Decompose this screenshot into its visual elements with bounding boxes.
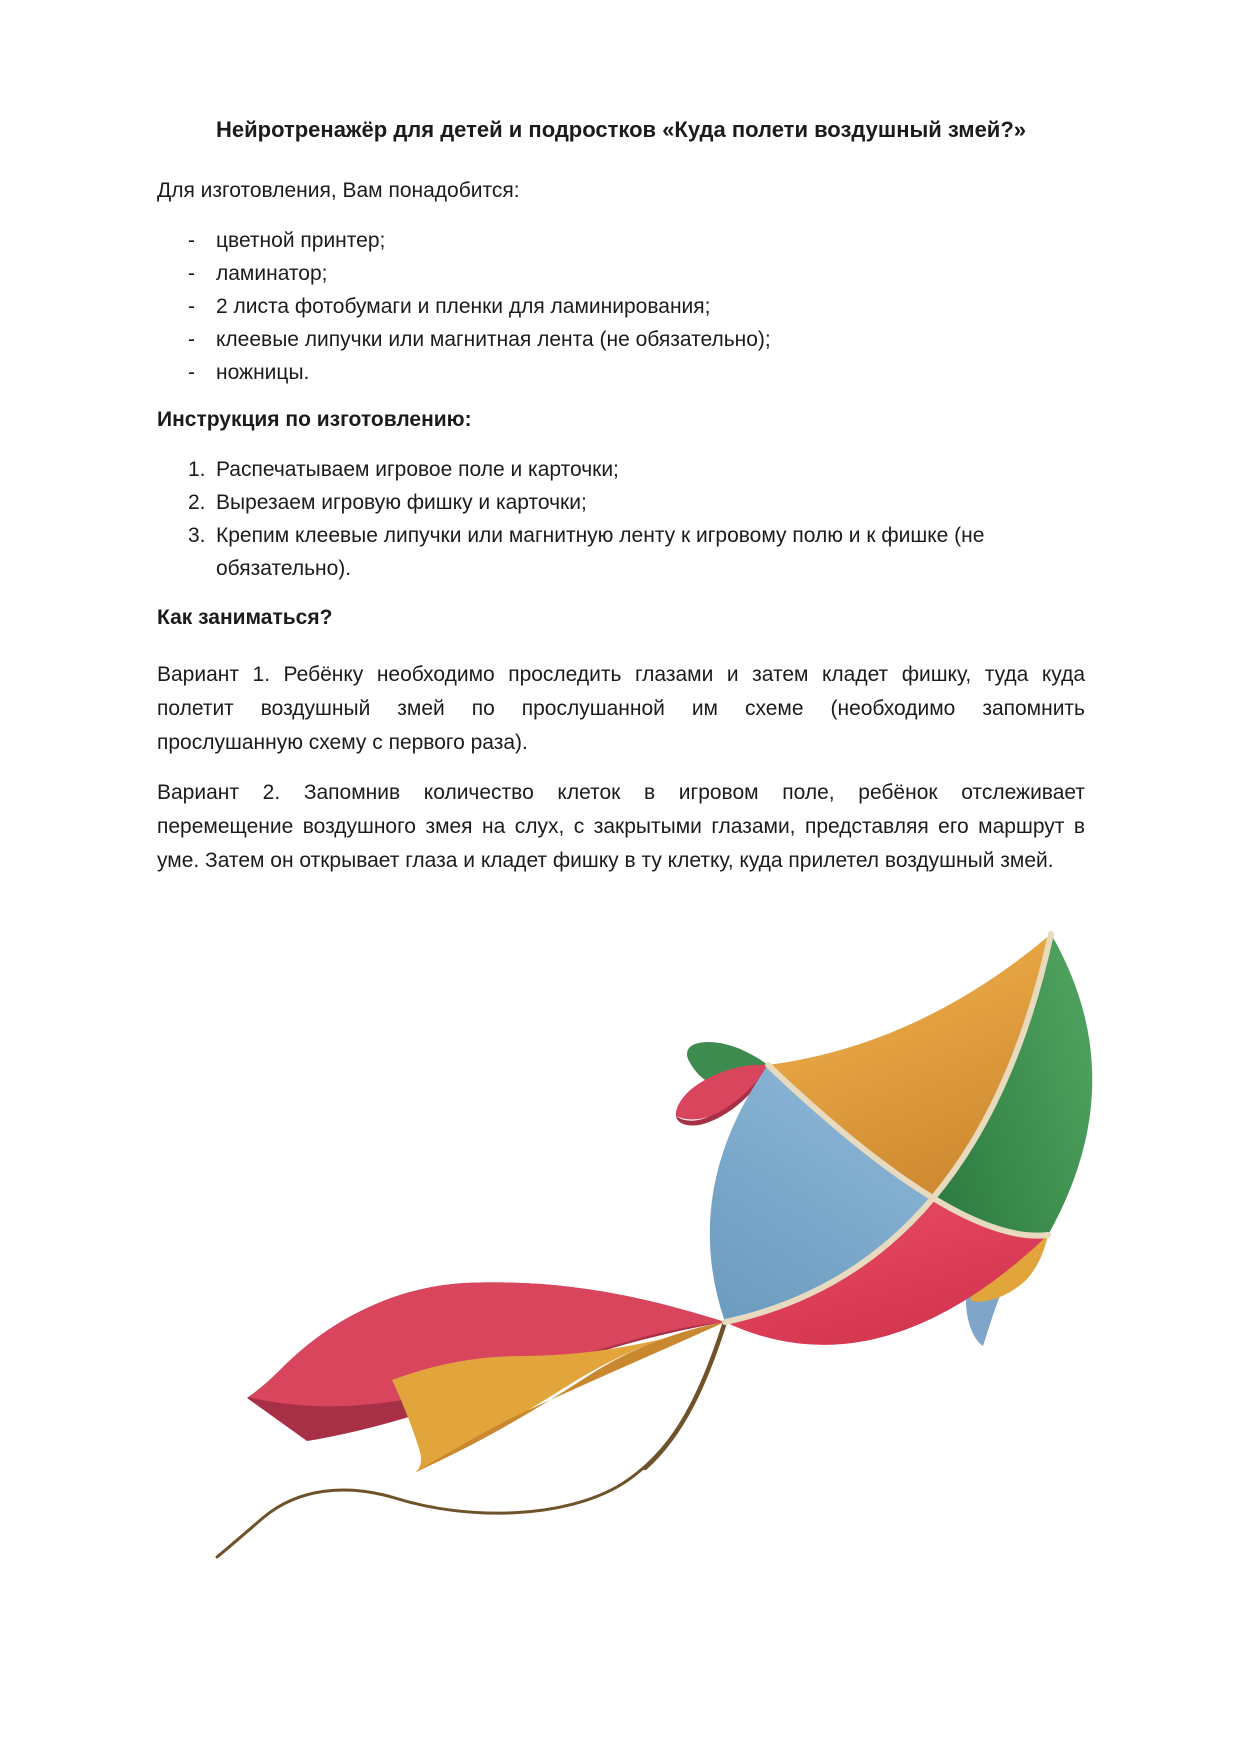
kite-string <box>217 1322 725 1557</box>
kite-panel-green <box>933 934 1092 1236</box>
kite-panel-red <box>725 1198 1048 1345</box>
number-marker: 1. <box>188 458 206 481</box>
list-item-text: ламинатор; <box>216 262 328 285</box>
kite-panel-blue <box>710 1065 933 1322</box>
bullet-marker: - <box>188 361 195 384</box>
kite-right-pennant-yellow <box>971 1235 1048 1302</box>
kite-string-thick-segment <box>645 1322 725 1468</box>
kite-tail-ribbon-red <box>249 1282 725 1406</box>
kite-left-pennant-red-underside <box>676 1065 768 1126</box>
kite-left-pennant-green <box>687 1042 768 1089</box>
bullet-marker: - <box>188 295 195 318</box>
paragraph-line: перемещение воздушного змея на слух, с закрытыми глазами, представляя его маршрут в <box>157 815 1085 838</box>
numbered-item-text: Вырезаем игровую фишку и карточки; <box>216 491 587 514</box>
numbered-item <box>157 486 1085 519</box>
number-marker: 3. <box>188 524 206 547</box>
list-item <box>157 290 1085 323</box>
numbered-item-text: Распечатываем игровое поле и карточки; <box>216 458 619 481</box>
intro-paragraph: Для изготовления, Вам понадобится: <box>157 179 520 202</box>
list-item <box>157 323 1085 356</box>
numbered-item-text: Крепим клеевые липучки или магнитную ленту к игровому полю и к фишке (не обязательно). <box>216 524 985 580</box>
numbered-item <box>157 453 1085 486</box>
numbered-item <box>157 519 1085 585</box>
how-to-heading: Как заниматься? <box>157 606 333 629</box>
paragraph-line: Вариант 2. Запомнив количество клеток в игровом поле, ребёнок отслеживает <box>157 781 1085 804</box>
instructions-list <box>157 453 1085 585</box>
variant1-paragraph <box>157 658 1085 760</box>
kite-tail-ribbon-yellow <box>392 1322 725 1473</box>
kite-panel-yellow <box>768 934 1051 1198</box>
list-item-text: 2 листа фотобумаги и пленки для ламинирования; <box>216 295 711 318</box>
bullet-marker: - <box>188 229 195 252</box>
kite-spar-long <box>725 934 1051 1322</box>
list-item <box>157 224 1085 257</box>
instructions-heading: Инструкция по изготовлению: <box>157 408 472 431</box>
paragraph-line: прослушанную схему с первого раза). <box>157 731 528 754</box>
kite-left-pennant-red <box>676 1065 768 1120</box>
document-title: Нейротренажёр для детей и подростков «Куда полети воздушный змей?» <box>215 117 1027 142</box>
list-item <box>157 257 1085 290</box>
list-item-text: цветной принтер; <box>216 229 386 252</box>
list-item-text: ножницы. <box>216 361 310 384</box>
kite-right-pennant-blue <box>966 1235 1048 1346</box>
materials-list <box>157 224 1085 389</box>
kite-tail-ribbon-red-underside <box>247 1282 725 1441</box>
bullet-marker: - <box>188 262 195 285</box>
list-item-text: клеевые липучки или магнитная лента (не обязательно); <box>216 328 771 351</box>
kite-spar-cross <box>768 1065 1048 1236</box>
variant2-paragraph <box>157 776 1085 878</box>
kite-tail-ribbon-yellow-fold <box>415 1322 725 1472</box>
paragraph-line: Вариант 1. Ребёнку необходимо проследить глазами и затем кладет фишку, туда куда <box>157 663 1085 686</box>
bullet-marker: - <box>188 328 195 351</box>
paragraph-line: полетит воздушный змей по прослушанной им схеме (необходимо запомнить <box>157 697 1085 720</box>
paragraph-line: уме. Затем он открывает глаза и кладет фишку в ту клетку, куда прилетел воздушный змей. <box>157 849 1054 872</box>
list-item <box>157 356 1085 389</box>
number-marker: 2. <box>188 491 206 514</box>
